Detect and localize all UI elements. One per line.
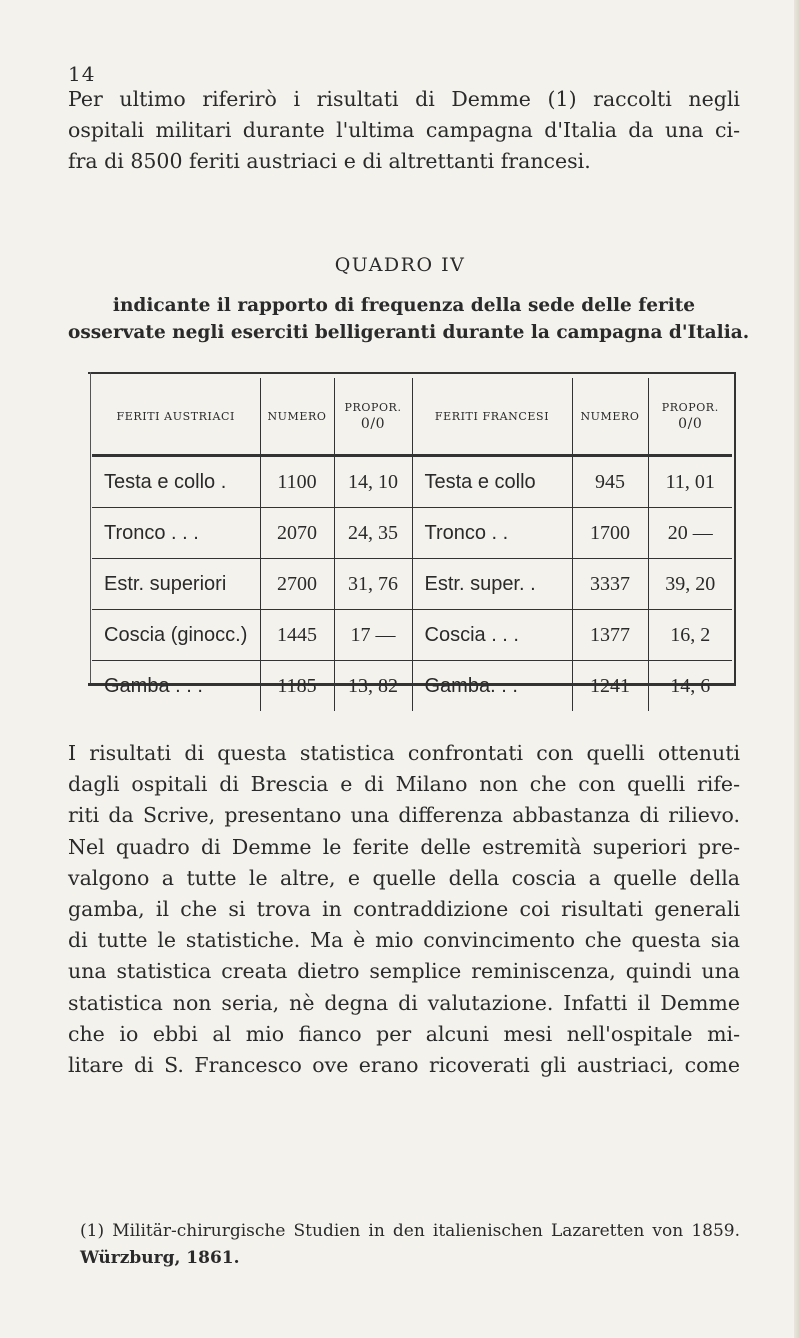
austrian-number: 1100	[260, 456, 334, 508]
footnote-line: Würzburg, 1861.	[80, 1248, 240, 1268]
wound-frequency-table	[92, 378, 732, 711]
header-proportion-french	[648, 378, 732, 456]
header-propor-label: PROPOR.	[344, 400, 402, 414]
header-french-wounded: FERITI FRANCESI	[412, 378, 572, 456]
body-line: una statistica creata dietro semplice reminiscenza, quindi una	[68, 959, 740, 984]
header-proportion-austrian	[334, 378, 412, 456]
austrian-number: 1445	[260, 610, 334, 661]
intro-line: Per ultimo riferirò i risultati di Demme (1) raccolti negli	[68, 87, 740, 111]
intro-line: fra di 8500 feriti austriaci e di altrettanti francesi.	[68, 149, 591, 174]
austrian-number: 2700	[260, 559, 334, 610]
table-caption	[68, 292, 750, 346]
body-line: I risultati di questa statistica confrontati con quelli ottenuti	[68, 741, 740, 765]
body-line: gamba, il che si trova in contraddizione coi risultati generali	[68, 897, 740, 922]
french-number: 3337	[572, 559, 648, 610]
body-line: dagli ospitali di Brescia e di Milano non che con quelli rife-	[68, 772, 740, 797]
intro-paragraph	[68, 84, 740, 178]
body-line: Nel quadro di Demme le ferite delle estremità superiori pre-	[68, 834, 740, 859]
quadro-iv-table	[88, 372, 736, 697]
french-number: 1377	[572, 610, 648, 661]
body-line: statistica non seria, nè degna di valutazione. Infatti il Demme	[68, 990, 740, 1015]
body-line: di tutte le statistiche. Ma è mio convincimento che questa sia	[68, 928, 740, 953]
french-number: 1700	[572, 508, 648, 559]
french-percent: 14, 6	[670, 674, 711, 697]
table-row	[92, 508, 732, 559]
body-line: che io ebbi al mio fianco per alcuni mesi nell'ospitale mi-	[68, 1021, 740, 1046]
header-propor-label: PROPOR.	[661, 400, 719, 414]
table-row	[92, 610, 732, 661]
table-row	[92, 661, 732, 712]
intro-line: ospitali militari durante l'ultima campagna d'Italia da una ci-	[68, 118, 740, 143]
french-number: 945	[572, 456, 648, 508]
header-percent-label: 0/0	[360, 415, 386, 432]
french-percent: 16, 2	[648, 610, 732, 661]
french-site: Tronco . .	[412, 508, 572, 559]
caption-line: osservate negli eserciti belligeranti durante la campagna d'Italia.	[68, 322, 750, 343]
caption-line: indicante il rapporto di frequenza della sede delle ferite	[112, 295, 696, 316]
austrian-number: 2070	[260, 508, 334, 559]
austrian-percent: 24, 35	[334, 508, 412, 559]
table-top-rule	[88, 372, 736, 374]
french-site: Estr. super. .	[412, 559, 572, 610]
austrian-percent: 14, 10	[334, 456, 412, 508]
footnote	[80, 1218, 740, 1272]
austrian-percent: 17 —	[334, 610, 412, 661]
table-right-rule	[734, 372, 736, 686]
austrian-site: Tronco . . .	[92, 508, 260, 559]
french-site: Gamba. . .	[412, 661, 572, 712]
body-line: litare di S. Francesco ove erano ricoverati gli austriaci, come	[68, 1053, 740, 1078]
page-edge	[794, 0, 800, 1338]
header-number-french: NUMERO	[572, 378, 648, 456]
header-number-austrian: NUMERO	[260, 378, 334, 456]
body-line: riti da Scrive, presentano una differenza abbastanza di rilievo.	[68, 803, 740, 828]
french-percent: 11, 01	[648, 456, 732, 508]
austrian-site: Gamba . . .	[92, 661, 260, 712]
austrian-percent: 31, 76	[334, 559, 412, 610]
page-number: 14	[68, 62, 96, 86]
body-paragraph	[68, 738, 740, 1081]
french-site: Coscia . . .	[412, 610, 572, 661]
french-number: 1241	[572, 661, 648, 712]
austrian-site: Testa e collo .	[92, 456, 260, 508]
table-title: QUADRO IV	[334, 254, 466, 276]
french-site: Testa e collo	[412, 456, 572, 508]
header-austrian-wounded: FERITI AUSTRIACI	[92, 378, 260, 456]
french-percent: 20 —	[648, 508, 732, 559]
table-header-row	[92, 378, 732, 456]
french-percent: 39, 20	[648, 559, 732, 610]
austrian-number: 1185	[260, 661, 334, 712]
austrian-percent: 13, 82	[334, 661, 412, 712]
body-line: valgono a tutte le altre, e quelle della coscia a quelle della	[68, 865, 740, 890]
table-row	[92, 559, 732, 610]
table-row	[92, 456, 732, 508]
austrian-site: Coscia (ginocc.)	[92, 610, 260, 661]
header-percent-label: 0/0	[678, 415, 703, 432]
austrian-site: Estr. superiori	[92, 559, 260, 610]
table-left-rule	[90, 372, 91, 686]
footnote-line: (1) Militär-chirurgische Studien in den italienischen Lazaretten von 1859.	[80, 1221, 740, 1241]
